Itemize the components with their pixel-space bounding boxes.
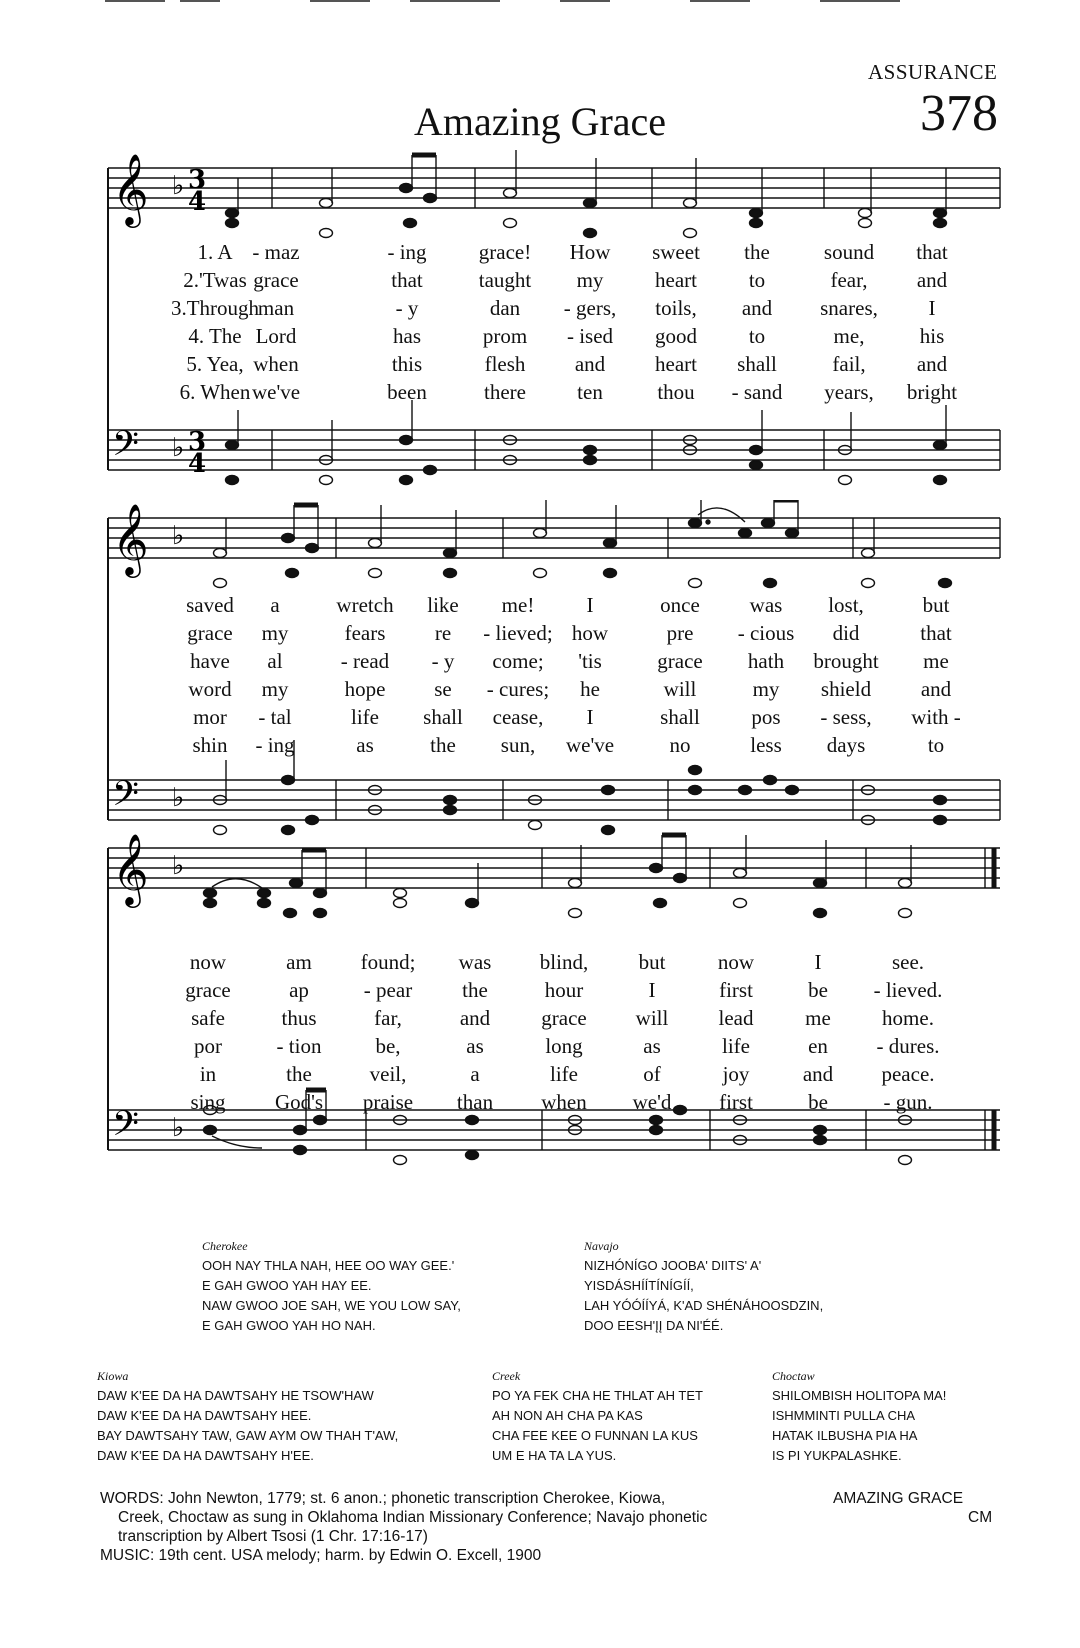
lyric-syllable: come; <box>492 649 544 673</box>
cherokee-block <box>202 1236 461 1336</box>
lyric-syllable: 5. Yea, <box>186 352 244 376</box>
lyric-syllable: be <box>808 1090 828 1114</box>
lyric-syllable: - ing <box>255 733 295 757</box>
kiowa-heading: Kiowa <box>97 1369 129 1383</box>
lyric-syllable: man <box>257 296 295 320</box>
lyric-syllable: - lieved. <box>873 978 943 1002</box>
lyric-syllable: years, <box>824 380 874 404</box>
lyric-syllable: I <box>586 705 594 729</box>
lyric-syllable: - read <box>340 649 390 673</box>
lyric-syllable: was <box>458 950 492 974</box>
lyric-syllable: be <box>808 978 828 1002</box>
lyric-syllable: a <box>470 1062 480 1086</box>
lyric-syllable: and <box>459 1006 491 1030</box>
lyric-syllable: and <box>574 352 606 376</box>
transcription-line: E GAH GWOO YAH HAY EE. <box>202 1278 372 1293</box>
lyric-syllable: me! <box>501 593 535 617</box>
lyric-syllable: the <box>430 733 456 757</box>
transcription-line: E GAH GWOO YAH HO NAH. <box>202 1318 376 1333</box>
lyric-syllable: me, <box>833 324 865 348</box>
lyric-syllable: - maz <box>252 240 300 264</box>
lyric-syllable: once <box>660 593 700 617</box>
lyric-syllable: as <box>466 1034 484 1058</box>
lyric-syllable: be, <box>375 1034 401 1058</box>
meter: CM <box>968 1509 993 1526</box>
lyric-syllable: - cious <box>737 621 795 645</box>
lyric-syllable: 2.'Twas <box>183 268 247 292</box>
lyric-syllable: praise <box>362 1090 414 1114</box>
lyric-syllable: - sess, <box>820 705 872 729</box>
lyric-syllable: Lord <box>255 324 297 348</box>
lyric-syllable: 6. When <box>179 380 251 404</box>
lyric-syllable: heart <box>655 268 697 292</box>
lyric-syllable: - tal <box>258 705 292 729</box>
creek-block <box>492 1366 703 1466</box>
lyric-syllable: word <box>188 677 232 701</box>
lyric-syllable: in <box>199 1062 217 1086</box>
lyric-syllable: shall <box>660 705 700 729</box>
crop-mark <box>180 0 220 2</box>
lyric-syllable: with - <box>911 705 961 729</box>
kiowa-block <box>97 1366 398 1466</box>
lyric-syllable: lead <box>718 1006 754 1030</box>
lyric-syllable: mor <box>193 705 227 729</box>
lyric-syllable: prom <box>482 324 528 348</box>
lyric-syllable: that <box>920 621 952 645</box>
lyric-syllable: first <box>719 978 753 1002</box>
lyric-syllable: first <box>719 1090 753 1114</box>
choctaw-block <box>772 1366 946 1466</box>
lyric-syllable: snares, <box>820 296 878 320</box>
lyric-syllable: his <box>919 324 945 348</box>
lyric-syllable: my <box>576 268 604 292</box>
lyric-syllable: sweet <box>652 240 700 264</box>
lyric-syllable: - y <box>395 296 419 320</box>
lyric-syllable: to <box>748 324 766 348</box>
lyric-syllable: How <box>569 240 611 264</box>
lyric-syllable: than <box>456 1090 494 1114</box>
lyric-syllable: to <box>748 268 766 292</box>
lyric-syllable: the <box>286 1062 312 1086</box>
lyric-syllable: see. <box>891 950 925 974</box>
transcription-line: LAH YÓÓÍÍYÁ, K'AD SHÉNÁHOOSDZIN, <box>584 1298 824 1313</box>
lyric-syllable: will <box>635 1006 669 1030</box>
lyric-syllable: fears <box>344 621 386 645</box>
lyric-syllable: hope <box>344 677 386 701</box>
lyric-syllable: home. <box>882 1006 934 1030</box>
hymn-category: ASSURANCE <box>868 60 998 84</box>
lyric-syllable: but <box>638 950 666 974</box>
lyric-syllable: life <box>550 1062 578 1086</box>
lyric-syllable: found; <box>360 950 416 974</box>
lyric-syllable: days <box>826 733 866 757</box>
lyric-syllable: my <box>752 677 780 701</box>
navajo-block <box>584 1236 823 1336</box>
lyric-syllable: grace <box>541 1006 587 1030</box>
crop-mark <box>310 0 370 2</box>
svg-text:𝄢: 𝄢 <box>112 423 140 472</box>
lyric-syllable: 3.Through <box>170 296 260 320</box>
lyric-syllable: less <box>750 733 782 757</box>
svg-text:4: 4 <box>188 187 207 217</box>
music-system-1 <box>0 150 1080 490</box>
lyric-syllable: grace <box>185 978 231 1002</box>
lyric-syllable: there <box>484 380 526 404</box>
transcription-line: SHILOMBISH HOLITOPA MA! <box>772 1388 947 1403</box>
lyric-syllable: was <box>749 593 783 617</box>
lyric-syllable: shall <box>737 352 777 376</box>
lyric-syllable: - ised <box>566 324 614 348</box>
lyric-syllable: en <box>808 1034 828 1058</box>
hymn-title: Amazing Grace <box>413 99 667 144</box>
lyric-syllable: sound <box>823 240 875 264</box>
svg-text:𝄞: 𝄞 <box>112 832 149 905</box>
lyric-syllable: I <box>814 950 822 974</box>
svg-text:♭: ♭ <box>172 521 185 551</box>
lyric-syllable: the <box>744 240 770 264</box>
lyric-syllable: saved <box>186 593 234 617</box>
lyric-syllable: sun, <box>500 733 536 757</box>
transcription-line: DAW K'EE DA HA DAWTSAHY HEE. <box>97 1408 312 1423</box>
lyric-syllable: blind, <box>539 950 589 974</box>
transcription-line: IS PI YUKPALASHKE. <box>772 1448 902 1463</box>
svg-text:3: 3 <box>188 427 207 457</box>
transcription-line: ISHMMINTI PULLA CHA <box>772 1408 916 1423</box>
lyric-syllable: - gers, <box>563 296 617 320</box>
navajo-heading: Navajo <box>584 1239 619 1253</box>
lyric-syllable: 'tis <box>578 649 602 673</box>
lyric-syllable: sing <box>190 1090 226 1114</box>
lyric-syllable: wretch <box>336 593 394 617</box>
lyric-syllable: and <box>916 268 948 292</box>
svg-text:♭: ♭ <box>172 1113 185 1143</box>
lyric-syllable: have <box>190 649 230 673</box>
lyric-syllable: and <box>741 296 773 320</box>
lyric-syllable: my <box>261 677 289 701</box>
lyric-syllable: re <box>434 621 452 645</box>
lyric-syllable: to <box>927 733 945 757</box>
lyric-syllable: hour <box>544 978 584 1002</box>
lyric-syllable: pos <box>751 705 781 729</box>
crop-mark <box>560 0 610 2</box>
lyric-syllable: my <box>261 621 289 645</box>
lyric-syllable: no <box>669 733 691 757</box>
lyric-syllable: fear, <box>830 268 868 292</box>
crop-mark <box>820 0 900 2</box>
lyric-syllable: ap <box>289 978 309 1002</box>
transcription-line: PO YA FEK CHA HE THLAT AH TET <box>492 1388 703 1403</box>
lyric-syllable: now <box>717 950 755 974</box>
lyric-syllable: will <box>663 677 697 701</box>
lyric-syllable: I <box>648 978 656 1002</box>
lyric-syllable: when <box>541 1090 587 1114</box>
svg-text:♭: ♭ <box>172 433 185 463</box>
svg-text:𝄢: 𝄢 <box>112 1103 140 1152</box>
transcription-line: NIZHÓNÍGO JOOBA' DIITS' A' <box>584 1258 762 1273</box>
lyric-syllable: grace <box>657 649 703 673</box>
lyric-syllable: - ing <box>387 240 427 264</box>
lyric-syllable: God's <box>274 1090 324 1114</box>
words-credit-line-3: transcription by Albert Tsosi (1 Chr. 17:16-17) <box>118 1528 428 1545</box>
lyric-syllable: a <box>270 593 280 617</box>
lyric-syllable: good <box>655 324 697 348</box>
svg-text:𝄢: 𝄢 <box>112 773 140 822</box>
lyric-syllable: of <box>643 1062 661 1086</box>
svg-text:♭: ♭ <box>172 783 185 813</box>
lyric-syllable: far, <box>374 1006 402 1030</box>
lyric-syllable: joy <box>722 1062 750 1086</box>
lyric-syllable: - dures. <box>876 1034 940 1058</box>
lyric-syllable: bright <box>906 380 958 404</box>
lyric-syllable: this <box>391 352 423 376</box>
lyric-syllable: lost, <box>828 593 864 617</box>
lyric-syllable: like <box>427 593 459 617</box>
lyric-syllable: am <box>286 950 312 974</box>
svg-text:4: 4 <box>188 449 207 479</box>
lyric-syllable: safe <box>191 1006 225 1030</box>
lyric-syllable: and <box>920 677 952 701</box>
crop-mark <box>105 0 165 2</box>
lyric-syllable: cease, <box>492 705 544 729</box>
lyric-syllable: 4. The <box>188 324 242 348</box>
lyric-syllable: as <box>643 1034 661 1058</box>
lyric-syllable: long <box>545 1034 583 1058</box>
lyric-syllable: me <box>923 649 949 673</box>
lyric-syllable: shall <box>423 705 463 729</box>
lyric-syllable: how <box>571 621 609 645</box>
lyric-syllable: the <box>462 978 488 1002</box>
lyric-syllable: has <box>393 324 421 348</box>
lyric-syllable: - y <box>431 649 455 673</box>
lyric-syllable: veil, <box>369 1062 407 1086</box>
lyric-syllable: shin <box>192 733 228 757</box>
lyric-syllable: heart <box>655 352 697 376</box>
creek-heading: Creek <box>492 1369 521 1383</box>
lyric-syllable: me <box>805 1006 831 1030</box>
lyric-syllable: - pear <box>363 978 413 1002</box>
lyric-syllable: been <box>387 380 427 404</box>
svg-text:♭: ♭ <box>172 171 185 201</box>
lyric-syllable: but <box>922 593 950 617</box>
svg-text:♭: ♭ <box>172 851 185 881</box>
transcription-line: DAW K'EE DA HA DAWTSAHY HE TSOW'HAW <box>97 1388 374 1403</box>
lyric-syllable: did <box>832 621 860 645</box>
lyric-syllable: we'd <box>632 1090 672 1114</box>
lyric-syllable: toils, <box>655 296 697 320</box>
lyric-syllable: life <box>351 705 379 729</box>
lyric-syllable: life <box>722 1034 750 1058</box>
words-credit-line-2: Creek, Choctaw as sung in Oklahoma Indian Missionary Conference; Navajo phonetic <box>118 1509 708 1526</box>
transcription-line: UM E HA TA LA YUS. <box>492 1448 617 1463</box>
words-credit-line-1: WORDS: John Newton, 1779; st. 6 anon.; phonetic transcription Cherokee, Kiowa, <box>100 1490 666 1507</box>
transcription-line: YISDÁSHÍÍTÍNÍGÍÍ, <box>584 1278 694 1293</box>
lyric-syllable: - sand <box>731 380 783 404</box>
lyric-syllable: flesh <box>484 352 526 376</box>
lyric-syllable: pre <box>666 621 694 645</box>
lyric-syllable: 1. A <box>197 240 233 264</box>
lyric-syllable: grace <box>253 268 299 292</box>
lyric-syllable: and <box>916 352 948 376</box>
lyric-syllable: when <box>253 352 299 376</box>
lyric-syllable: grace! <box>478 240 532 264</box>
hymn-number: 378 <box>920 85 998 142</box>
lyric-syllable: grace <box>187 621 233 645</box>
lyric-syllable: - tion <box>276 1034 322 1058</box>
transcription-line: NAW GWOO JOE SAH, WE YOU LOW SAY, <box>202 1298 461 1313</box>
lyric-syllable: taught <box>478 268 532 292</box>
lyric-syllable: we've <box>565 733 615 757</box>
lyric-syllable: that <box>391 268 423 292</box>
lyric-syllable: we've <box>251 380 301 404</box>
lyric-syllable: I <box>586 593 594 617</box>
lyric-syllable: se <box>434 677 452 701</box>
lyric-syllable: he <box>580 677 600 701</box>
transcription-line: DAW K'EE DA HA DAWTSAHY H'EE. <box>97 1448 314 1463</box>
transcription-line: DOO EESH'ĮĮ DA NI'ÉÉ. <box>584 1318 724 1333</box>
lyric-syllable: al <box>267 649 283 673</box>
crop-mark <box>690 0 750 2</box>
lyric-syllable: fail, <box>832 352 866 376</box>
lyric-syllable: dan <box>489 296 521 320</box>
lyric-syllable: - lieved; <box>483 621 553 645</box>
lyric-syllable: hath <box>747 649 785 673</box>
lyric-syllable: as <box>356 733 374 757</box>
transcription-line: AH NON AH CHA PA KAS <box>492 1408 643 1423</box>
lyric-syllable: I <box>928 296 936 320</box>
lyric-syllable: shield <box>820 677 872 701</box>
lyric-syllable: ten <box>577 380 603 404</box>
svg-text:𝄞: 𝄞 <box>112 502 149 575</box>
music-credit: MUSIC: 19th cent. USA melody; harm. by Edwin O. Excell, 1900 <box>100 1547 542 1564</box>
lyric-syllable: that <box>916 240 948 264</box>
transcription-line: HATAK ILBUSHA PIA HA <box>772 1428 918 1443</box>
lyric-syllable: now <box>189 950 227 974</box>
lyric-syllable: and <box>802 1062 834 1086</box>
transcription-line: CHA FEE KEE O FUNNAN LA KUS <box>492 1428 698 1443</box>
crop-mark <box>410 0 500 2</box>
lyric-syllable: por <box>194 1034 222 1058</box>
choctaw-heading: Choctaw <box>772 1369 815 1383</box>
lyric-syllable: - cures; <box>486 677 550 701</box>
lyric-syllable: peace. <box>881 1062 935 1086</box>
svg-text:𝄞: 𝄞 <box>112 152 149 225</box>
tune-name: AMAZING GRACE <box>833 1490 964 1507</box>
transcription-line: OOH NAY THLA NAH, HEE OO WAY GEE.' <box>202 1258 455 1273</box>
lyric-syllable: - gun. <box>883 1090 933 1114</box>
lyric-syllable: brought <box>813 649 879 673</box>
svg-text:3: 3 <box>188 165 207 195</box>
transcription-line: BAY DAWTSAHY TAW, GAW AYM OW THAH T'AW, <box>97 1428 399 1443</box>
cherokee-heading: Cherokee <box>202 1239 248 1253</box>
lyric-syllable: thus <box>281 1006 317 1030</box>
lyric-syllable: thou <box>657 380 695 404</box>
